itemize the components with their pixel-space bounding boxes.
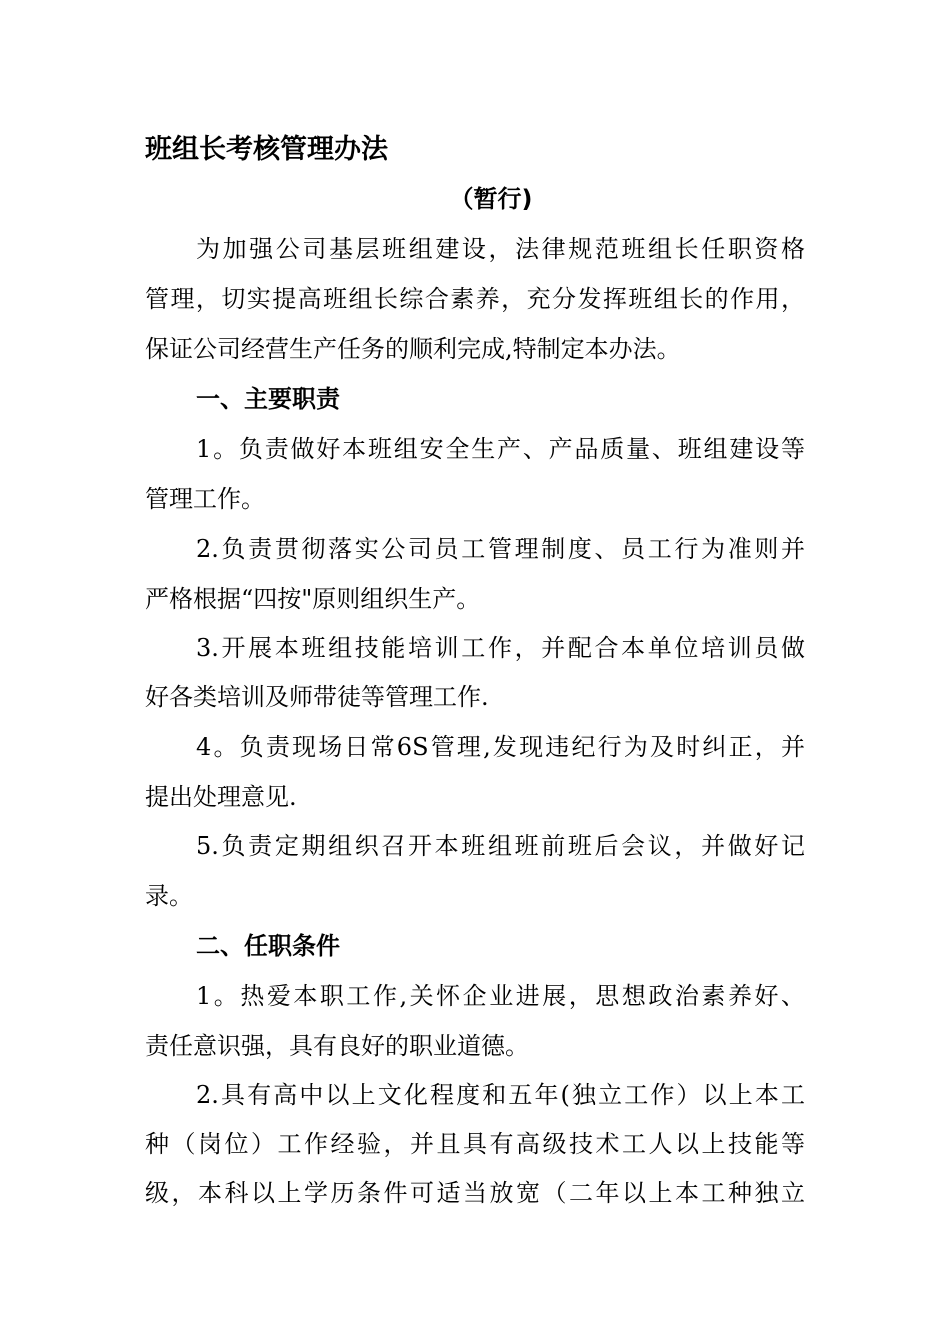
qualification-item-1-line-1: 1。热爱本职工作,关怀企业进展，思想政治素养好、 (196, 982, 805, 1010)
duty-item-3-line-1: 3.开展本班组技能培训工作，并配合本单位培训员做 (196, 634, 805, 662)
duty-item-3-line-2: 好各类培训及师带徒等管理工作. (145, 683, 489, 711)
qualification-item-2-line-1: 2.具有高中以上文化程度和五年(独立工作）以上本工 (196, 1081, 805, 1109)
intro-line-3: 保证公司经营生产任务的顺利完成,特制定本办法。 (145, 335, 681, 363)
duty-item-2-line-2: 严格根据“四按"原则组织生产。 (145, 585, 481, 613)
qualification-item-1-line-2: 责任意识强，具有良好的职业道德。 (145, 1032, 529, 1060)
duty-item-4-line-2: 提出处理意见. (145, 783, 297, 811)
section-heading-qualifications: 二、任职条件 (196, 932, 340, 960)
document-subtitle: （暂行) (449, 185, 533, 213)
section-heading-duties: 一、主要职责 (196, 385, 340, 413)
duty-item-5-line-1: 5.负责定期组织召开本班组班前班后会议，并做好记 (196, 832, 805, 860)
duty-item-2-line-1: 2.负责贯彻落实公司员工管理制度、员工行为准则并 (196, 535, 805, 563)
intro-line-2: 管理，切实提高班组长综合素养，充分发挥班组长的作用， (145, 285, 805, 313)
qualification-item-2-line-2: 种（岗位）工作经验，并且具有高级技术工人以上技能等 (145, 1130, 805, 1158)
document-title: 班组长考核管理办法 (145, 134, 388, 165)
duty-item-1-line-2: 管理工作。 (145, 485, 265, 513)
duty-item-1-line-1: 1。负责做好本班组安全生产、产品质量、班组建设等 (196, 435, 805, 463)
duty-item-4-line-1: 4。负责现场日常6S管理,发现违纪行为及时纠正，并 (196, 733, 805, 761)
intro-line-1: 为加强公司基层班组建设，法律规范班组长任职资格 (196, 235, 805, 263)
qualification-item-2-line-3: 级，本科以上学历条件可适当放宽（二年以上本工种独立 (145, 1179, 805, 1207)
duty-item-5-line-2: 录。 (145, 882, 193, 910)
